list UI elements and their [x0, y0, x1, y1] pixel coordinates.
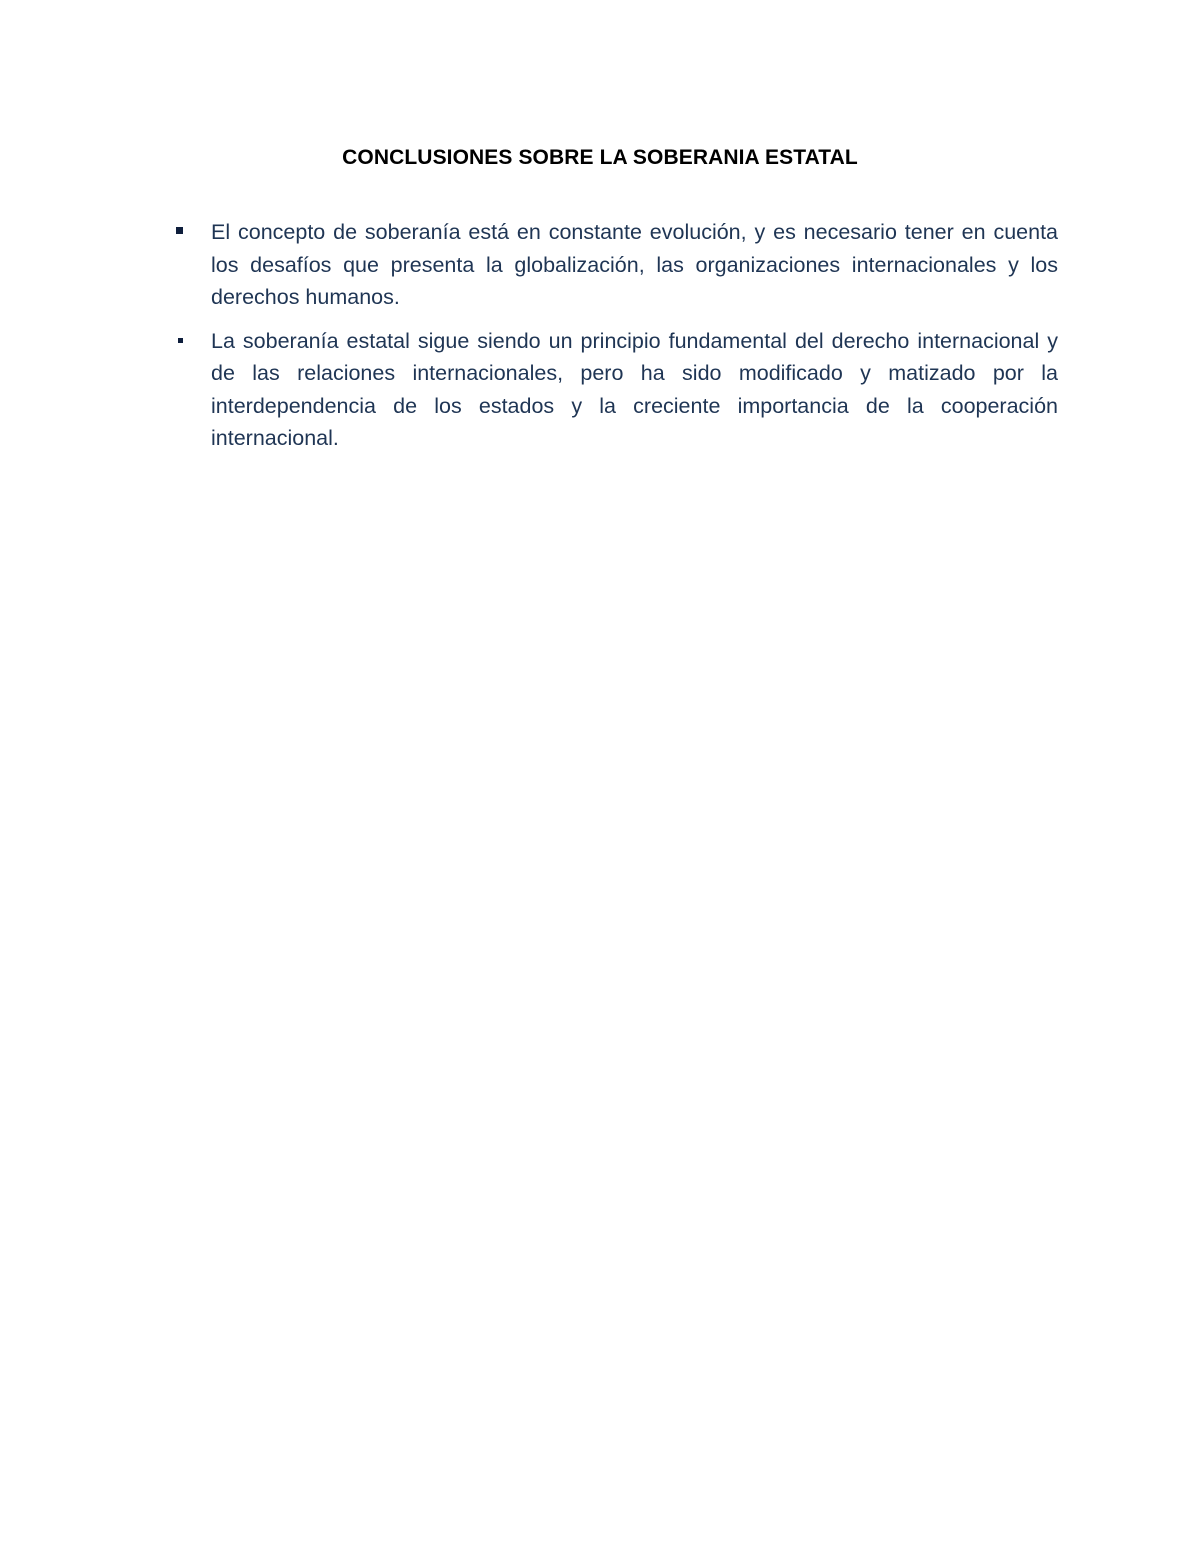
- page-title: CONCLUSIONES SOBRE LA SOBERANIA ESTATAL: [342, 146, 858, 169]
- bullet-text: El concepto de soberanía está en constante evolución, y es necesario tener en cuenta los desafíos que presenta la globalización, las organizaciones internacionales y los derechos humanos.: [211, 220, 1058, 309]
- list-item: [174, 216, 1058, 314]
- square-bullet-icon: [176, 227, 183, 234]
- list-item: [174, 325, 1058, 455]
- conclusions-list: [174, 216, 1058, 466]
- bullet-text: La soberanía estatal sigue siendo un principio fundamental del derecho internacional y de las relaciones internacionales, pero ha sido modificado y matizado por la interdependencia de los estados y la creciente importancia de la cooperación internacional.: [211, 328, 1058, 450]
- square-bullet-icon: [178, 338, 183, 343]
